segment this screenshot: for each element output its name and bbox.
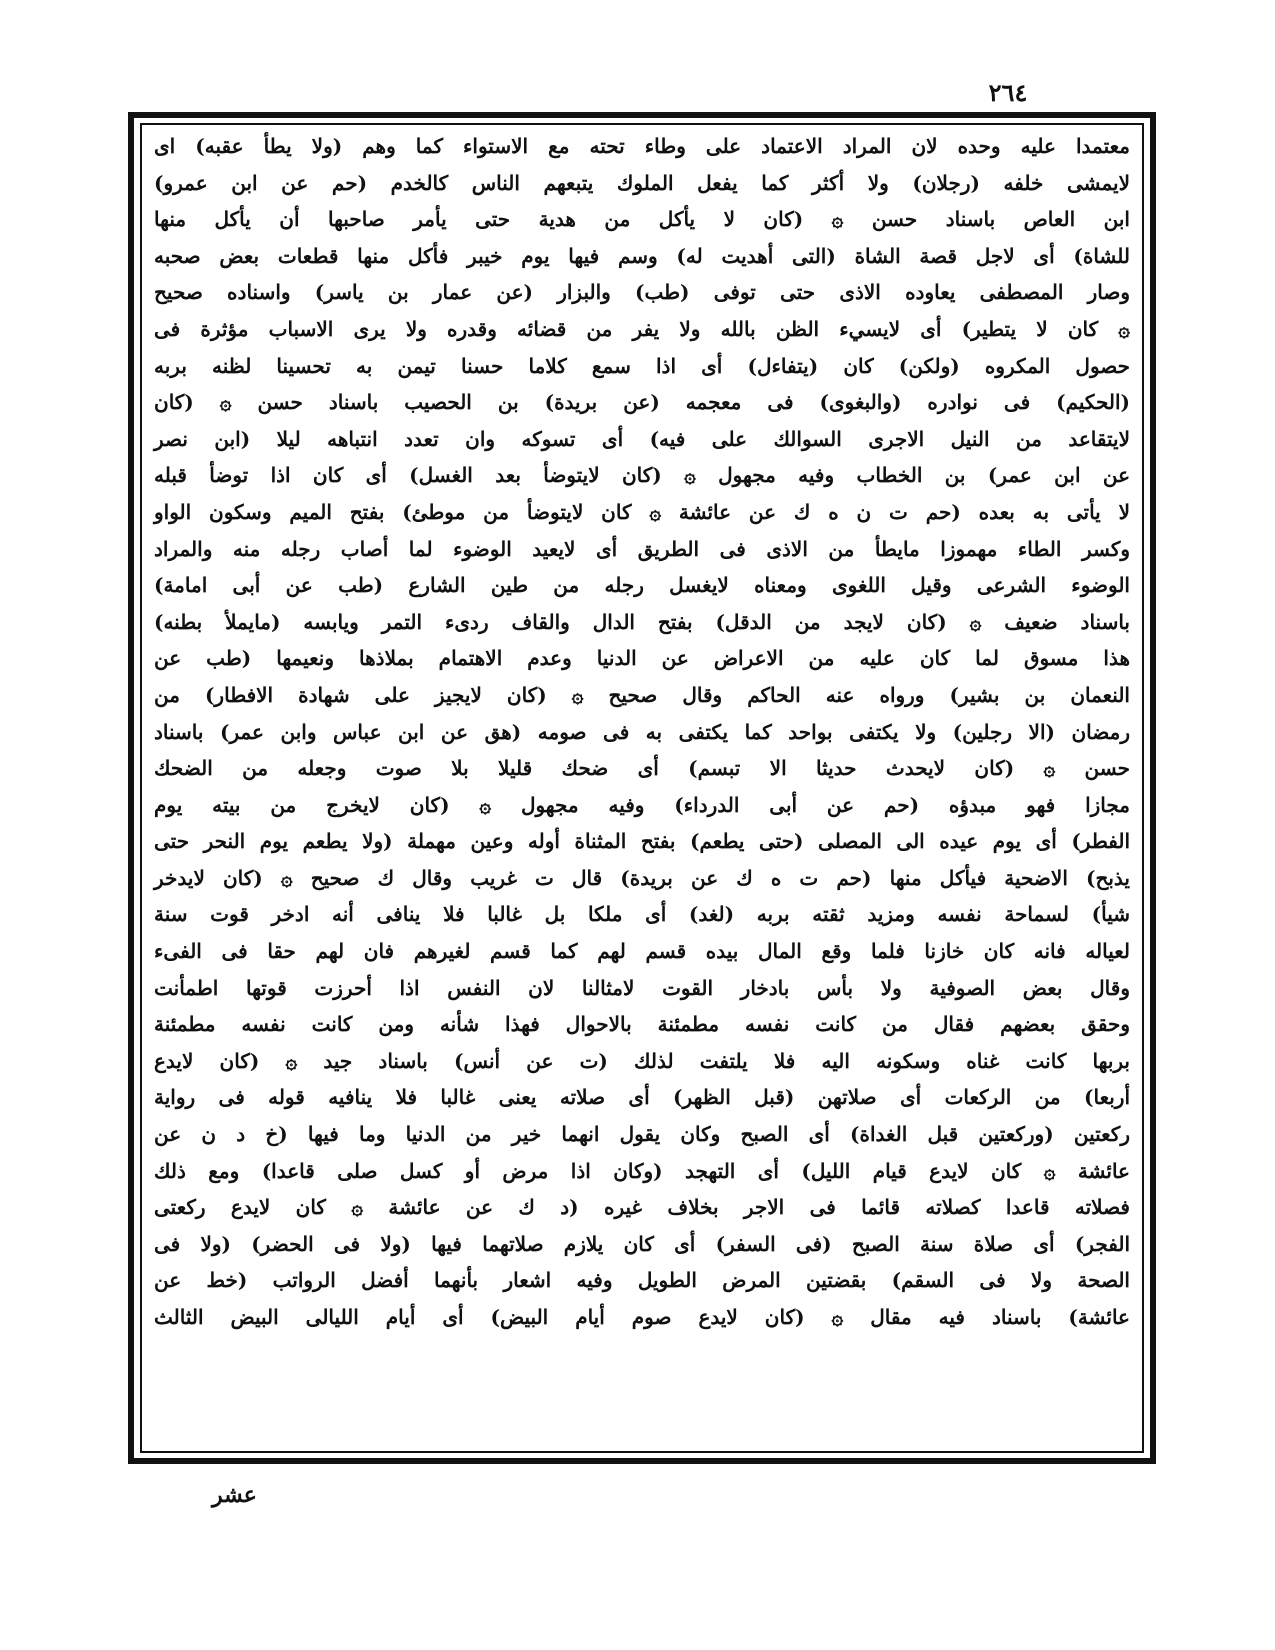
text-line: هذا مسوق لما كان عليه من الاعراض عن الدنيا وعدم الاهتمام بملاذها ونعيمها (طب عن — [154, 646, 1130, 671]
text-line: باسناد ضعيف ۞ (كان لايجد من الدقل) بفتح الدال والقاف ردىء التمر ويابسه (مايملأ بطنه) — [154, 609, 1130, 634]
catchword: عشر — [212, 1482, 257, 1508]
text-line: حصول المكروه (ولكن) كان (يتفاءل) أى اذا سمع كلاما حسنا تيمن به تحسينا لظنه بربه — [154, 353, 1130, 378]
text-line: عائشة) باسناد فيه مقال ۞ (كان لايدع صوم أيام البيض) أى أيام الليالى البيض الثالث — [154, 1305, 1130, 1329]
text-line: الفجر) أى صلاة سنة الصبح (فى السفر) أى كان يلازم صلاتهما فيها (ولا فى الحضر) (ولا فى — [154, 1231, 1130, 1256]
text-line: وحقق بعضهم فقال من كانت نفسه مطمئنة بالاحوال فهذا شأنه ومن كانت نفسه مطمئنة — [154, 1012, 1130, 1037]
page-number: ٢٦٤ — [988, 78, 1028, 107]
text-line: مجازا فهو مبدؤه (حم عن أبى الدرداء) وفيه مجهول ۞ (كان لايخرج من بيته يوم — [154, 792, 1131, 817]
text-line: فصلاته قاعدا كصلاته قائما فى الاجر بخلاف غيره (د ك عن عائشة ۞ كان لايدع ركعتى — [154, 1195, 1130, 1220]
text-line: ۞ كان لا يتطير) أى لايسيء الظن بالله ولا يفر من قضائه وقدره ولا يرى الاسباب مؤثرة فى — [154, 316, 1130, 341]
text-line: يذبح) الاضحية فيأكل منها (حم ت ه ك عن بريدة) قال ت غريب وقال ك صحيح ۞ (كان لايدخر — [154, 865, 1130, 890]
text-line: لا يأتى به بعده (حم ت ن ه ك عن عائشة ۞ كان لايتوضأ من موطئ) بفتح الميم وسكون الواو — [154, 499, 1130, 524]
text-line: وقال بعض الصوفية ولا بأس بادخار القوت لامثالنا لان النفس اذا أحرزت قوتها اطمأنت — [154, 975, 1130, 1000]
text-line: شيأ) لسماحة نفسه ومزيد ثقته بربه (لغد) أى ملكا بل غالبا فلا ينافى أنه ادخر قوت سنة — [154, 902, 1130, 927]
text-line: عائشة ۞ كان لايدع قيام الليل) أى التهجد (وكان اذا مرض أو كسل صلى قاعدا) ومع ذلك — [154, 1158, 1130, 1183]
text-line: رمضان (الا رجلين) ولا يكتفى بواحد كما يكتفى به فى صومه (هق عن ابن عباس وابن عمر) باسناد — [154, 719, 1130, 744]
text-line: الوضوء الشرعى وقيل اللغوى ومعناه لايغسل رجله من طين الشارع (طب عن أبى امامة) — [154, 573, 1130, 598]
text-line: لايمشى خلفه (رجلان) ولا أكثر كما يفعل الملوك يتبعهم الناس كالخدم (حم عن ابن عمرو) — [154, 170, 1130, 195]
text-line: الصحة ولا فى السقم) بقضتين المرض الطويل وفيه اشعار بأنهما أفضل الرواتب (خط عن — [154, 1268, 1130, 1293]
text-line: أربعا) من الركعات أى صلاتهن (قبل الظهر) أى صلاته يعنى غالبا فلا ينافيه قوله فى رواية — [154, 1085, 1130, 1110]
text-line: (الحكيم) فى نوادره (والبغوى) فى معجمه (عن بريدة) بن الحصيب باسناد حسن ۞ (كان — [154, 390, 1130, 415]
text-line: بربها كانت غناه وسكونه اليه فلا يلتفت لذلك (ت عن أنس) باسناد جيد ۞ (كان لايدع — [154, 1048, 1130, 1073]
main-text-block — [150, 128, 1134, 1446]
text-line: النعمان بن بشير) ورواه عنه الحاكم وقال صحيح ۞ (كان لايجيز على شهادة الافطار) من — [154, 682, 1130, 707]
text-line: وصار المصطفى يعاوده الاذى حتى توفى (طب) والبزار (عن عمار بن ياسر) واسناده صحيح — [154, 280, 1130, 305]
text-line: للشاة) أى لاجل قصة الشاة (التى أهديت له) وسم فيها يوم خيبر فأكل منها قطعات بعض صحبه — [154, 243, 1130, 268]
text-line: الفطر) أى يوم عيده الى المصلى (حتى يطعم) بفتح المثناة أوله وعين مهملة (ولا يطعم يوم النحر حتى — [154, 829, 1130, 854]
text-line: ابن العاص باسناد حسن ۞ (كان لا يأكل من هدية حتى يأمر صاحبها أن يأكل منها — [154, 207, 1130, 232]
text-line: لعياله فانه كان خازنا فلما وقع المال بيده قسم لهم كما قسم لغيرهم فان لهم حقا فى الفىء — [154, 939, 1131, 964]
text-line — [150, 1372, 1134, 1409]
text-line — [150, 1336, 1134, 1373]
text-line: حسن ۞ (كان لايحدث حديثا الا تبسم) أى ضحك قليلا بلا صوت وجعله من الضحك — [154, 756, 1130, 781]
text-line: لايتقاعد من النيل الاجرى السوالك على فيه) أى تسوكه وان تعدد انتباهه ليلا (ابن نصر — [154, 426, 1130, 451]
text-line: عن ابن عمر) بن الخطاب وفيه مجهول ۞ (كان لايتوضأ بعد الغسل) أى كان اذا توضأ قبله — [154, 463, 1130, 488]
text-line: ركعتين (وركعتين قبل الغداة) أى الصبح وكان يقول انهما خير من الدنيا وما فيها (خ د ن عن — [154, 1122, 1130, 1147]
text-line: وكسر الطاء مهموزا مايطأ من الاذى فى الطريق أى لايعيد الوضوء لما أصاب رجله منه والمراد — [154, 536, 1130, 561]
text-line: معتمدا عليه وحده لان المراد الاعتماد على وطاء تحته مع الاستواء كما وهم (ولا يطأ عقبه) اى — [154, 134, 1130, 158]
